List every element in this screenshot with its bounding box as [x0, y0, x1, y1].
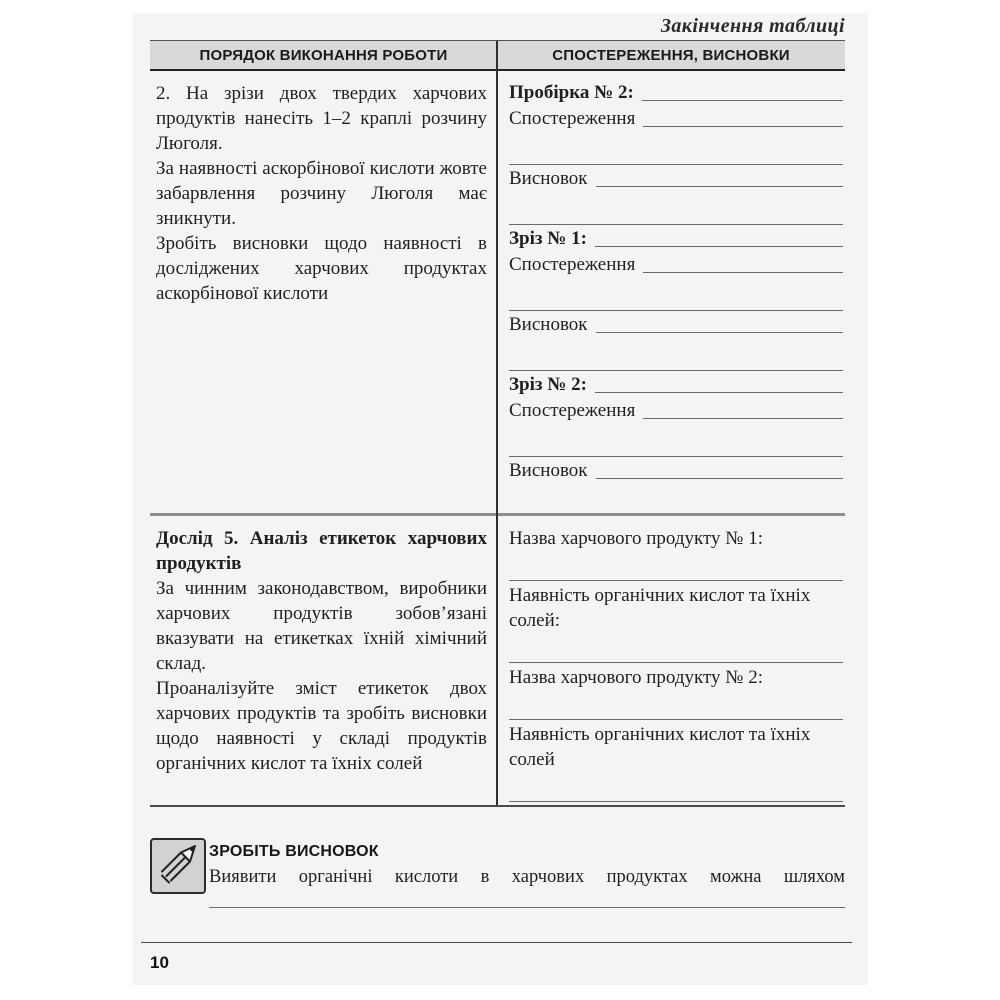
procedure-paragraph: Проаналізуйте зміст етикеток двох харчових продуктів та зробіть висновки щодо наявності у складі продуктів органічних кислот та їхніх солей [156, 678, 487, 774]
conclusion-label: Висновок [509, 460, 588, 481]
blank-line [509, 551, 843, 581]
blank-line [509, 772, 843, 802]
blank-line [209, 898, 845, 908]
write-in-row [509, 79, 843, 105]
write-line [643, 272, 843, 273]
conclusion-lead-text: Виявити органічні кислоти в харчових продуктах можна шляхом [209, 867, 845, 887]
acids-presence-label: Наявність органічних кислот та їхніх солей: [509, 585, 811, 631]
page-number: 10 [150, 953, 169, 972]
blank-line [509, 337, 843, 371]
write-in-row [509, 165, 843, 191]
blank-line [509, 277, 843, 311]
column-divider [496, 41, 498, 805]
test-tube-2-label: Пробірка № 2: [509, 82, 634, 103]
procedure-cell-1 [150, 71, 497, 513]
blank-line [509, 191, 843, 225]
write-line [596, 478, 843, 479]
observation-label: Спостереження [509, 108, 636, 129]
write-in-row [509, 225, 843, 251]
lab-work-table [150, 40, 845, 807]
observations-cell-1 [497, 71, 845, 513]
blank-line [509, 423, 843, 457]
product-1-name-label: Назва харчового продукту № 1: [509, 528, 763, 549]
procedure-paragraph: За наявності аскорбінової кислоти жовте забарвлення розчину Люголя має зникнути. [156, 158, 487, 229]
procedure-paragraph: Зробіть висновки щодо наявності в досліджених харчових продуктах аскорбінової кислоти [156, 233, 487, 304]
experiment-5-heading: Дослід 5. Аналіз етикеток харчових продуктів [156, 528, 487, 574]
observations-cell-2 [497, 516, 845, 805]
product-2-name-label: Назва харчового продукту № 2: [509, 667, 763, 688]
write-in-row [509, 311, 843, 337]
table-header-observations: СПОСТЕРЕЖЕННЯ, ВИСНОВКИ [552, 46, 790, 64]
observation-label: Спостереження [509, 254, 636, 275]
write-line [595, 246, 843, 247]
write-in-row [509, 251, 843, 277]
table-header-procedure: ПОРЯДОК ВИКОНАННЯ РОБОТИ [199, 46, 448, 64]
write-line [596, 332, 843, 333]
write-line [643, 126, 843, 127]
observation-label: Спостереження [509, 400, 636, 421]
write-in-row [509, 457, 843, 483]
blank-line [509, 483, 843, 513]
procedure-cell-2 [150, 516, 497, 805]
workbook-page [133, 13, 868, 985]
blank-line [509, 131, 843, 165]
acids-presence-label: Наявність органічних кислот та їхніх солей [509, 724, 811, 770]
procedure-paragraph: За чинним законодавством, виробники харчових продуктів зобов’язані вказувати на етикетках їхній хімічний склад. [156, 578, 487, 674]
blank-line [509, 690, 843, 720]
conclusion-label: Висновок [509, 314, 588, 335]
procedure-paragraph: 2. На зрізи двох твердих харчових продуктів нанесіть 1–2 краплі розчину Люголя. [156, 83, 487, 154]
write-line [596, 186, 843, 187]
write-line [643, 418, 843, 419]
cut-1-label: Зріз № 1: [509, 228, 587, 249]
write-line [595, 392, 843, 393]
conclusion-label: Висновок [509, 168, 588, 189]
make-conclusion-title: ЗРОБІТЬ ВИСНОВОК [209, 843, 379, 860]
blank-line [509, 633, 843, 663]
pencil-icon [150, 838, 206, 894]
write-line [642, 100, 843, 101]
write-in-row [509, 371, 843, 397]
write-in-row [509, 105, 843, 131]
footer-rule [141, 933, 852, 943]
write-in-row [509, 397, 843, 423]
cut-2-label: Зріз № 2: [509, 374, 587, 395]
table-continuation-caption: Закінчення таблиці [660, 15, 845, 37]
